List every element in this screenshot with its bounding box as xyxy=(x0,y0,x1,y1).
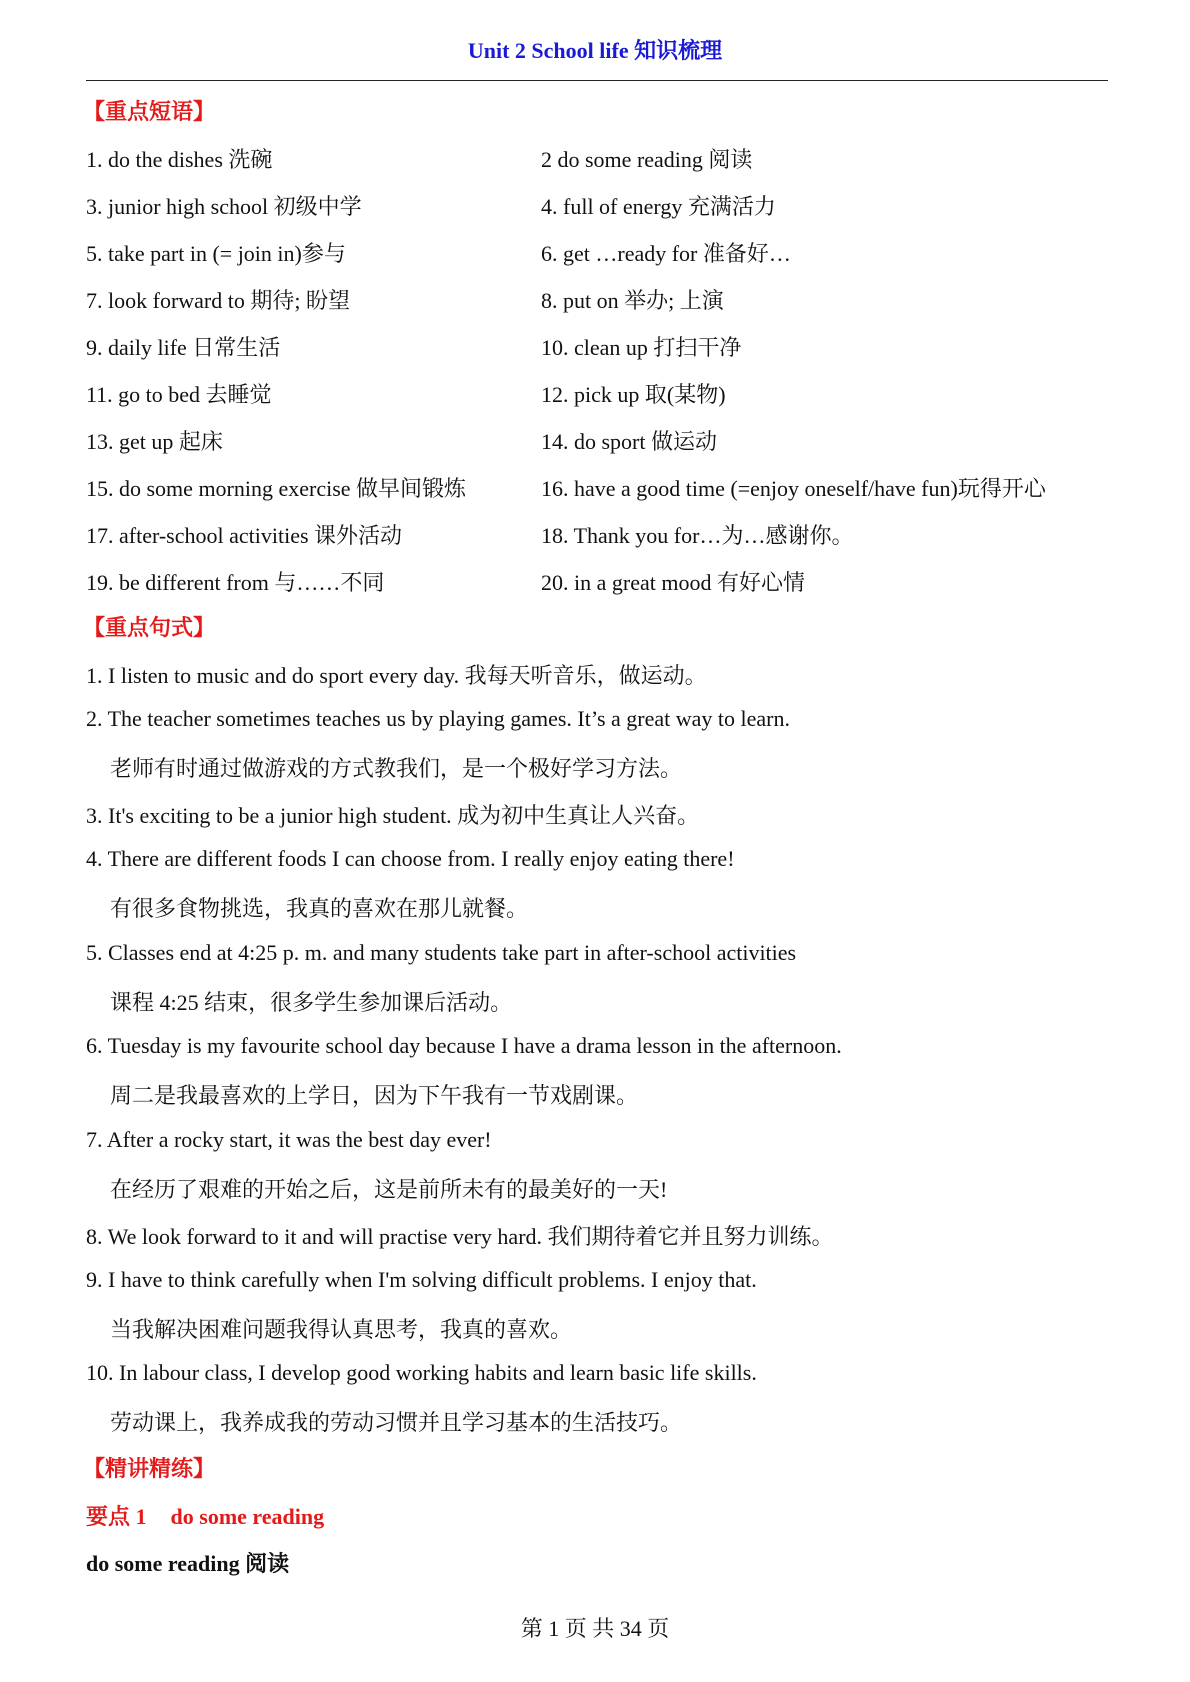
page-number: 第 1 页 共 34 页 xyxy=(520,1616,670,1641)
sentence-en: 7. After a rocky start, it was the best day ever! xyxy=(86,1127,492,1152)
sentence-en: 1. I listen to music and do sport every day. 我每天听音乐，做运动。 xyxy=(86,663,707,688)
sentence-en: 10. In labour class, I develop good working habits and learn basic life skills. xyxy=(86,1360,757,1385)
phrase-item: 15. do some morning exercise 做早间锻炼 xyxy=(86,476,467,501)
page-title: Unit 2 School life 知识梳理 xyxy=(467,38,723,63)
phrase-item: 2 do some reading 阅读 xyxy=(541,147,753,172)
phrase-item: 12. pick up 取(某物) xyxy=(541,382,726,407)
sentence-en: 6. Tuesday is my favourite school day because I have a drama lesson in the afternoon. xyxy=(86,1033,842,1058)
sentence-en: 5. Classes end at 4:25 p. m. and many students take part in after-school activities xyxy=(86,940,797,965)
sentence-en: 9. I have to think carefully when I'm solving difficult problems. I enjoy that. xyxy=(86,1267,757,1292)
sentence-zh: 当我解决困难问题我得认真思考，我真的喜欢。 xyxy=(110,1317,573,1342)
phrase-item: 6. get …ready for 准备好… xyxy=(541,241,791,266)
sentence-zh: 在经历了艰难的开始之后，这是前所未有的最美好的一天! xyxy=(110,1177,668,1202)
phrase-item: 16. have a good time (=enjoy oneself/have fun)玩得开心 xyxy=(541,476,1046,501)
sentence-en: 2. The teacher sometimes teaches us by playing games. It’s a great way to learn. xyxy=(86,706,790,731)
phrase-item: 13. get up 起床 xyxy=(86,429,223,454)
section-key-sentences-title: 【重点句式】 xyxy=(83,615,216,640)
phrase-item: 4. full of energy 充满活力 xyxy=(541,194,776,219)
phrase-item: 18. Thank you for…为…感谢你。 xyxy=(541,523,854,548)
sentence-en: 4. There are different foods I can choose from. I really enjoy eating there! xyxy=(86,846,735,871)
phrase-item: 3. junior high school 初级中学 xyxy=(86,194,362,219)
phrase-item: 10. clean up 打扫干净 xyxy=(541,335,742,360)
section-practice-title: 【精讲精练】 xyxy=(83,1456,216,1481)
phrase-item: 1. do the dishes 洗碗 xyxy=(86,147,273,172)
phrase-item: 9. daily life 日常生活 xyxy=(86,335,281,360)
point-heading xyxy=(86,1500,324,1531)
phrase-item: 20. in a great mood 有好心情 xyxy=(541,570,805,595)
section-key-phrases-title: 【重点短语】 xyxy=(83,99,216,124)
point-label: 要点 1 xyxy=(86,1504,147,1529)
point-title: do some reading xyxy=(170,1504,325,1529)
phrase-item: 19. be different from 与……不同 xyxy=(86,570,385,595)
sentence-en: 3. It's exciting to be a junior high student. 成为初中生真让人兴奋。 xyxy=(86,803,700,828)
sentence-zh: 老师有时通过做游戏的方式教我们，是一个极好学习方法。 xyxy=(110,756,683,781)
sentence-zh: 周二是我最喜欢的上学日，因为下午我有一节戏剧课。 xyxy=(110,1083,639,1108)
sentence-zh: 有很多食物挑选，我真的喜欢在那儿就餐。 xyxy=(110,896,529,921)
sentence-zh: 课程 4:25 结束，很多学生参加课后活动。 xyxy=(110,990,513,1015)
point-definition: do some reading 阅读 xyxy=(86,1551,290,1576)
phrase-item: 7. look forward to 期待; 盼望 xyxy=(86,288,350,313)
sentence-en: 8. We look forward to it and will practise very hard. 我们期待着它并且努力训练。 xyxy=(86,1224,834,1249)
phrase-item: 8. put on 举办; 上演 xyxy=(541,288,724,313)
phrase-item: 5. take part in (= join in)参与 xyxy=(86,241,346,266)
header-divider xyxy=(86,80,1108,81)
phrase-item: 14. do sport 做运动 xyxy=(541,429,718,454)
phrase-item: 17. after-school activities 课外活动 xyxy=(86,523,403,548)
sentence-zh: 劳动课上，我养成我的劳动习惯并且学习基本的生活技巧。 xyxy=(110,1410,683,1435)
phrase-item: 11. go to bed 去睡觉 xyxy=(86,382,272,407)
